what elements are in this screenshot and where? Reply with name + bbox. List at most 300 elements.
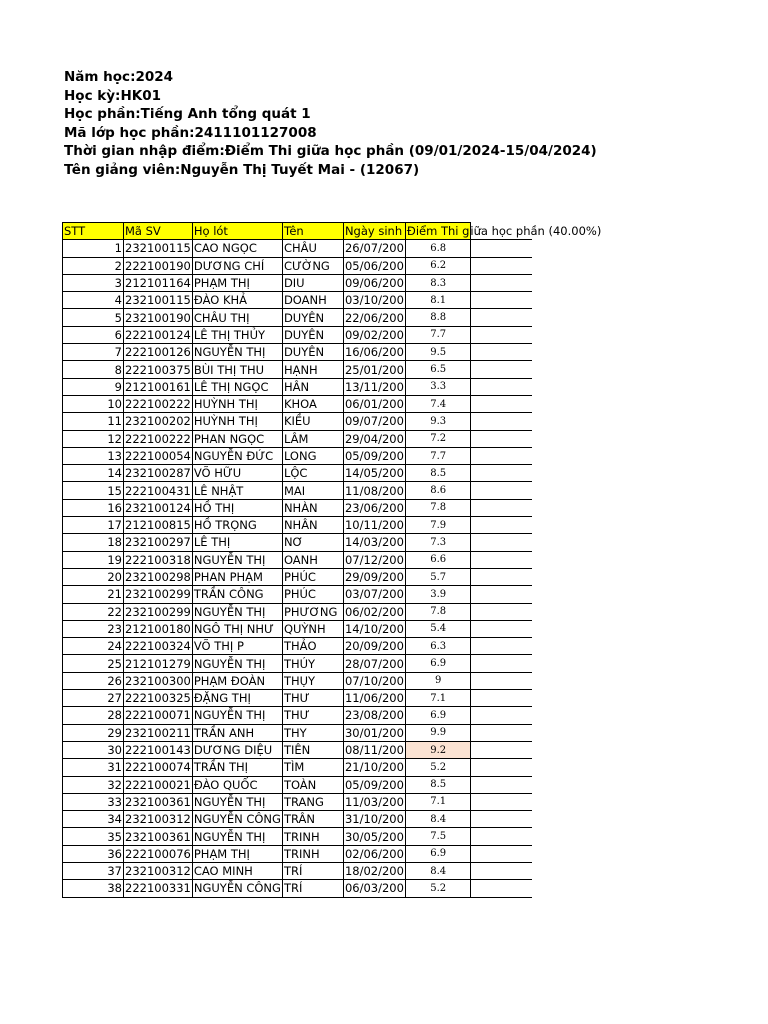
table-row (63, 240, 532, 257)
given-name-cell[interactable]: DUYÊN (282, 344, 343, 361)
student-id-cell[interactable]: 222100375 (125, 362, 191, 377)
empty-cell[interactable] (471, 638, 532, 655)
given-name-cell[interactable]: THƯ (282, 707, 343, 724)
stt-cell[interactable]: 19 (63, 551, 124, 568)
given-name-cell[interactable]: CHÂU (282, 240, 343, 257)
score-cell[interactable]: 8.1 (405, 292, 471, 309)
given-name-cell[interactable]: PHƯƠNG (282, 603, 343, 620)
birthdate-cell[interactable]: 23/08/200 (344, 708, 404, 723)
empty-cell[interactable] (471, 707, 532, 724)
empty-cell[interactable] (471, 430, 532, 447)
given-name-cell[interactable]: THẢO (282, 638, 343, 655)
surname-cell[interactable]: NGUYỄN THỊ (192, 655, 282, 672)
col-header-score[interactable] (405, 223, 471, 240)
stt-cell[interactable]: 29 (63, 724, 124, 741)
table-row (63, 793, 532, 810)
empty-cell[interactable] (471, 274, 532, 291)
surname-cell[interactable]: NGUYỄN THỊ (192, 603, 282, 620)
surname-cell[interactable]: TRẦN THỊ (192, 759, 282, 776)
score-cell[interactable]: 5.2 (405, 759, 471, 776)
score-cell[interactable]: 7.7 (405, 447, 471, 464)
surname-cell[interactable]: CAO NGỌC (192, 240, 282, 257)
score-cell[interactable]: 8.3 (405, 274, 471, 291)
empty-cell[interactable] (471, 568, 532, 585)
empty-cell[interactable] (471, 344, 532, 361)
stt-cell[interactable]: 11 (63, 413, 124, 430)
birthdate-cell[interactable]: 08/11/200 (344, 743, 404, 758)
student-id-cell[interactable]: 232100300 (125, 673, 191, 688)
stt-cell[interactable]: 30 (63, 741, 124, 758)
table-row (63, 326, 532, 343)
surname-cell[interactable]: ĐÀO QUỐC (192, 776, 282, 793)
table-row (63, 880, 532, 897)
empty-cell[interactable] (471, 517, 532, 534)
given-name-cell[interactable]: MAI (282, 482, 343, 499)
empty-cell[interactable] (471, 845, 532, 862)
birthdate-cell[interactable]: 31/10/200 (344, 812, 404, 827)
given-name-cell[interactable]: TRANG (282, 793, 343, 810)
given-name-cell[interactable]: PHÚC (282, 568, 343, 585)
surname-cell[interactable]: VÕ HỮU (192, 465, 282, 482)
student-id-cell[interactable]: 222100325 (125, 691, 191, 706)
surname-cell[interactable]: ĐÀO KHẢ (192, 292, 282, 309)
given-name-cell[interactable]: DIU (282, 274, 343, 291)
table-row (63, 292, 532, 309)
birthdate-cell[interactable]: 06/02/200 (344, 604, 404, 619)
student-id-cell[interactable]: 232100298 (125, 570, 191, 585)
surname-cell[interactable]: NGUYỄN CÔNG (193, 812, 281, 827)
empty-cell[interactable] (471, 690, 532, 707)
given-name-cell[interactable]: OANH (282, 551, 343, 568)
stt-cell[interactable]: 5 (63, 309, 124, 326)
stt-cell[interactable]: 7 (63, 344, 124, 361)
score-cell[interactable]: 6.2 (405, 257, 471, 274)
birthdate-cell[interactable]: 13/11/200 (344, 379, 404, 394)
score-cell[interactable]: 3.9 (405, 586, 471, 603)
birthdate-cell[interactable]: 06/01/200 (344, 397, 404, 412)
empty-cell[interactable] (471, 482, 532, 499)
stt-cell[interactable]: 24 (63, 638, 124, 655)
surname-cell[interactable]: TRẦN ANH (192, 724, 282, 741)
empty-cell[interactable] (471, 395, 532, 412)
score-cell[interactable]: 8.5 (405, 465, 471, 482)
stt-cell[interactable]: 21 (63, 586, 124, 603)
birthdate-cell[interactable]: 26/07/200 (344, 241, 404, 256)
table-row (63, 741, 532, 758)
given-name-cell[interactable]: HÂN (282, 378, 343, 395)
table-row (63, 517, 532, 534)
stt-cell[interactable]: 35 (63, 828, 124, 845)
empty-cell[interactable] (471, 862, 532, 879)
score-cell[interactable]: 8.5 (405, 776, 471, 793)
score-cell[interactable]: 6.9 (405, 845, 471, 862)
table-row (63, 534, 532, 551)
student-id-cell[interactable]: 232100115 (125, 241, 191, 256)
surname-cell[interactable]: LÊ NHẬT (192, 482, 282, 499)
student-id-cell[interactable]: 232100361 (125, 829, 191, 844)
stt-cell[interactable]: 36 (63, 845, 124, 862)
birthdate-cell[interactable]: 18/02/200 (344, 864, 404, 879)
student-id-cell[interactable]: 232100299 (125, 587, 191, 602)
birthdate-cell[interactable]: 28/07/200 (344, 656, 404, 671)
surname-cell[interactable]: CHÂU THỊ (192, 309, 282, 326)
given-name-cell[interactable]: CƯỜNG (282, 257, 343, 274)
student-id-cell[interactable]: 232100211 (125, 725, 191, 740)
student-id-cell[interactable]: 222100143 (125, 743, 191, 758)
birthdate-cell[interactable]: 14/03/200 (344, 535, 404, 550)
empty-cell[interactable] (471, 741, 532, 758)
stt-cell[interactable]: 8 (63, 361, 124, 378)
surname-cell[interactable]: HUỲNH THỊ (192, 395, 282, 412)
table-body (63, 240, 532, 897)
table-row (63, 568, 532, 585)
student-id-cell[interactable]: 232100297 (125, 535, 191, 550)
empty-cell[interactable] (471, 361, 532, 378)
empty-cell[interactable] (471, 326, 532, 343)
stt-cell[interactable]: 27 (63, 690, 124, 707)
table-row (63, 690, 532, 707)
surname-cell[interactable]: NGÔ THỊ NHƯ (192, 620, 282, 637)
surname-cell[interactable]: DƯƠNG CHÍ (192, 257, 282, 274)
birthdate-cell[interactable]: 14/10/200 (344, 621, 404, 636)
col-header-birthdate[interactable]: Ngày sinh (343, 223, 405, 240)
given-name-cell[interactable]: QUỲNH (282, 620, 343, 637)
stt-cell[interactable]: 23 (63, 620, 124, 637)
birthdate-cell[interactable]: 11/08/200 (344, 483, 404, 498)
student-id-cell[interactable]: 232100312 (125, 812, 191, 827)
score-cell[interactable]: 5.4 (405, 620, 471, 637)
student-id-cell[interactable]: 232100361 (125, 794, 191, 809)
score-cell[interactable]: 7.1 (405, 793, 471, 810)
birthdate-cell[interactable]: 09/02/200 (344, 327, 404, 342)
semester: Học kỳ:HK01 (64, 87, 161, 104)
col-header-student-id[interactable]: Mã SV (124, 223, 193, 240)
score-cell[interactable]: 9.9 (405, 724, 471, 741)
stt-cell[interactable]: 33 (63, 793, 124, 810)
surname-cell[interactable]: PHẠM THỊ (192, 274, 282, 291)
surname-cell[interactable]: NGUYỄN THỊ (192, 828, 282, 845)
birthdate-cell[interactable]: 29/09/200 (344, 570, 404, 585)
given-name-cell[interactable]: KIỀU (282, 413, 343, 430)
surname-cell[interactable]: NGUYỄN ĐỨC (192, 447, 282, 464)
score-cell[interactable]: 5.7 (405, 568, 471, 585)
empty-cell[interactable] (471, 603, 532, 620)
surname-cell[interactable]: NGUYỄN CÔNG (193, 881, 281, 896)
stt-cell[interactable]: 25 (63, 655, 124, 672)
student-id-cell[interactable]: 222100054 (125, 449, 191, 463)
student-id-cell[interactable]: 212100161 (125, 379, 191, 394)
empty-cell[interactable] (471, 828, 532, 845)
surname-cell[interactable]: NGUYỄN THỊ (192, 707, 282, 724)
student-id-cell[interactable]: 222100190 (125, 258, 191, 273)
score-cell[interactable]: 7.5 (405, 828, 471, 845)
student-id-cell[interactable]: 222100124 (125, 327, 191, 342)
given-name-cell[interactable]: THỤY (282, 672, 343, 689)
given-name-cell[interactable]: TRINH (282, 828, 343, 845)
stt-cell[interactable]: 15 (63, 482, 124, 499)
empty-cell[interactable] (471, 620, 532, 637)
empty-cell[interactable] (471, 724, 532, 741)
score-cell[interactable]: 7.7 (405, 326, 471, 343)
given-name-cell[interactable]: THÚY (282, 655, 343, 672)
birthdate-cell[interactable]: 03/10/200 (344, 293, 404, 308)
student-id-cell[interactable]: 222100431 (125, 483, 191, 498)
student-id-cell[interactable]: 222100071 (125, 708, 191, 723)
birthdate-cell[interactable]: 06/03/200 (344, 881, 404, 896)
student-id-cell[interactable]: 222100222 (125, 397, 191, 412)
col-header-given-name[interactable]: Tên (282, 223, 343, 240)
birthdate-cell[interactable]: 20/09/200 (344, 639, 404, 654)
empty-cell[interactable] (471, 793, 532, 810)
empty-cell[interactable] (471, 880, 532, 897)
birthdate-cell[interactable]: 11/06/200 (344, 691, 404, 706)
birthdate-cell[interactable]: 30/05/200 (344, 829, 404, 844)
score-cell[interactable]: 6.8 (405, 240, 471, 257)
score-cell[interactable]: 7.4 (405, 395, 471, 412)
table-row (63, 603, 532, 620)
score-cell[interactable]: 6.5 (405, 361, 471, 378)
sheet-header (64, 68, 597, 179)
score-cell[interactable]: 7.3 (405, 534, 471, 551)
stt-cell[interactable]: 10 (63, 395, 124, 412)
surname-cell[interactable]: NGUYỄN THỊ (192, 344, 282, 361)
empty-cell[interactable] (471, 465, 532, 482)
score-cell[interactable]: 7.2 (405, 430, 471, 447)
stt-cell[interactable]: 18 (63, 534, 124, 551)
surname-cell[interactable]: PHAN NGỌC (192, 430, 282, 447)
empty-cell[interactable] (471, 759, 532, 776)
given-name-cell[interactable]: TOÀN (282, 776, 343, 793)
birthdate-cell[interactable]: 10/11/200 (344, 518, 404, 533)
given-name-cell[interactable]: TRÂN (282, 811, 343, 828)
empty-cell[interactable] (471, 655, 532, 672)
surname-cell[interactable]: LÊ THỊ THỦY (192, 326, 282, 343)
score-cell[interactable]: 9.3 (405, 413, 471, 430)
student-id-cell[interactable]: 232100124 (125, 500, 191, 515)
given-name-cell[interactable]: LONG (282, 447, 343, 464)
student-id-cell[interactable]: 222100324 (125, 639, 191, 654)
empty-cell[interactable] (471, 776, 532, 793)
given-name-cell[interactable]: NHÀN (282, 499, 343, 516)
stt-cell[interactable]: 31 (63, 759, 124, 776)
col-header-stt[interactable]: STT (63, 223, 124, 240)
stt-cell[interactable]: 38 (63, 880, 124, 897)
student-id-cell[interactable]: 232100312 (125, 864, 191, 879)
student-id-cell[interactable]: 212101164 (125, 276, 191, 291)
birthdate-cell[interactable]: 07/10/200 (344, 673, 404, 688)
student-id-cell[interactable]: 232100202 (125, 414, 191, 429)
stt-cell[interactable]: 4 (63, 292, 124, 309)
given-name-cell[interactable]: TRÍ (282, 862, 343, 879)
score-cell[interactable]: 8.4 (405, 811, 471, 828)
score-cell[interactable]: 7.8 (405, 499, 471, 516)
table-row (63, 413, 532, 430)
birthdate-cell[interactable]: 25/01/200 (344, 362, 404, 377)
score-cell[interactable]: 9.5 (405, 344, 471, 361)
surname-cell[interactable]: HỒ TRỌNG (192, 517, 282, 534)
score-cell[interactable]: 6.9 (405, 707, 471, 724)
given-name-cell[interactable]: TÌM (282, 759, 343, 776)
stt-cell[interactable]: 28 (63, 707, 124, 724)
score-cell[interactable]: 7.9 (405, 517, 471, 534)
academic-year: Năm học:2024 (64, 69, 174, 85)
stt-cell[interactable]: 16 (63, 499, 124, 516)
birthdate-cell[interactable]: 09/07/200 (344, 414, 404, 429)
score-cell[interactable]: 5.2 (405, 880, 471, 897)
surname-cell[interactable]: HỒ THỊ (192, 499, 282, 516)
score-cell[interactable]: 8.4 (405, 862, 471, 879)
surname-cell[interactable]: DƯƠNG DIỆU (192, 741, 282, 758)
birthdate-cell[interactable]: 05/06/200 (344, 258, 404, 273)
score-cell[interactable]: 6.3 (405, 638, 471, 655)
table-header-row (63, 223, 532, 240)
given-name-cell[interactable]: TRÍ (282, 880, 343, 897)
surname-cell[interactable]: TRẦN CÔNG (192, 586, 282, 603)
birthdate-cell[interactable]: 14/05/200 (344, 466, 404, 481)
empty-cell[interactable] (471, 309, 532, 326)
birthdate-cell[interactable]: 09/06/200 (344, 276, 404, 291)
student-id-cell[interactable]: 212101279 (125, 656, 191, 671)
stt-cell[interactable]: 1 (63, 240, 124, 257)
score-cell[interactable]: 7.8 (405, 603, 471, 620)
student-id-cell[interactable]: 222100074 (125, 760, 191, 775)
stt-cell[interactable]: 13 (63, 447, 124, 464)
empty-cell[interactable] (471, 499, 532, 516)
table-row (63, 344, 532, 361)
table-row (63, 707, 532, 724)
given-name-cell[interactable]: THY (282, 724, 343, 741)
score-cell[interactable]: 9.2 (405, 741, 471, 758)
birthdate-cell[interactable]: 02/06/200 (344, 846, 404, 861)
stt-cell[interactable]: 6 (63, 326, 124, 343)
given-name-cell[interactable]: TIÊN (282, 741, 343, 758)
birthdate-cell[interactable]: 05/09/200 (344, 777, 404, 792)
student-id-cell[interactable]: 232100190 (125, 310, 191, 325)
student-id-cell[interactable]: 232100115 (125, 293, 191, 308)
birthdate-cell[interactable]: 23/06/200 (344, 500, 404, 515)
empty-cell[interactable] (471, 551, 532, 568)
stt-cell[interactable]: 34 (63, 811, 124, 828)
empty-cell[interactable] (471, 240, 532, 257)
table-row (63, 828, 532, 845)
birthdate-cell[interactable]: 03/07/200 (344, 587, 404, 602)
given-name-cell[interactable]: LỘC (282, 465, 343, 482)
stt-cell[interactable]: 17 (63, 517, 124, 534)
empty-cell[interactable] (471, 534, 532, 551)
table-row (63, 620, 532, 637)
empty-cell[interactable] (471, 413, 532, 430)
surname-cell[interactable]: BÙI THỊ THU (192, 361, 282, 378)
score-cell[interactable]: 6.9 (405, 655, 471, 672)
col-header-surname[interactable]: Họ lót (192, 223, 282, 240)
score-cell[interactable]: 7.1 (405, 690, 471, 707)
surname-cell[interactable]: NGUYỄN THỊ (192, 793, 282, 810)
surname-cell[interactable]: LÊ THỊ (192, 534, 282, 551)
surname-cell[interactable]: PHẠM ĐOÀN (192, 672, 282, 689)
given-name-cell[interactable]: PHÚC (282, 586, 343, 603)
empty-cell[interactable] (471, 811, 532, 828)
stt-cell[interactable]: 3 (63, 274, 124, 291)
table-row (63, 430, 532, 447)
stt-cell[interactable]: 26 (63, 672, 124, 689)
given-name-cell[interactable]: HẠNH (282, 361, 343, 378)
empty-cell[interactable] (471, 447, 532, 464)
student-id-cell[interactable]: 222100222 (125, 431, 191, 446)
student-id-cell[interactable]: 222100331 (125, 881, 191, 896)
birthdate-cell[interactable]: 16/06/200 (344, 345, 404, 360)
table-row (63, 274, 532, 291)
stt-cell[interactable]: 14 (63, 465, 124, 482)
score-cell[interactable]: 8.8 (405, 309, 471, 326)
student-id-cell[interactable]: 212100180 (125, 621, 191, 636)
student-id-cell[interactable]: 222100318 (125, 552, 191, 567)
table-row (63, 845, 532, 862)
empty-cell[interactable] (471, 378, 532, 395)
score-cell[interactable]: 3.3 (405, 378, 471, 395)
birthdate-cell[interactable]: 07/12/200 (344, 552, 404, 567)
student-id-cell[interactable]: 222100126 (125, 345, 191, 360)
score-cell[interactable]: 9 (405, 672, 471, 689)
given-name-cell[interactable]: KHOA (282, 395, 343, 412)
empty-cell[interactable] (471, 672, 532, 689)
birthdate-cell[interactable]: 22/06/200 (344, 310, 404, 325)
student-id-cell[interactable]: 212100815 (125, 518, 191, 533)
surname-cell[interactable]: CAO MINH (192, 862, 282, 879)
table-row (63, 447, 532, 464)
stt-cell[interactable]: 20 (63, 568, 124, 585)
surname-cell[interactable]: PHAN PHẠM (192, 568, 282, 585)
birthdate-cell[interactable]: 30/01/200 (344, 725, 404, 740)
birthdate-cell[interactable]: 29/04/200 (344, 431, 404, 446)
given-name-cell[interactable]: NHÂN (282, 517, 343, 534)
given-name-cell[interactable]: THƯ (282, 690, 343, 707)
stt-cell[interactable]: 32 (63, 776, 124, 793)
surname-cell[interactable]: PHẠM THỊ (192, 845, 282, 862)
stt-cell[interactable]: 22 (63, 603, 124, 620)
surname-cell[interactable]: NGUYỄN THỊ (192, 551, 282, 568)
given-name-cell[interactable]: DUYÊN (282, 326, 343, 343)
student-id-cell[interactable]: 232100287 (125, 466, 191, 481)
given-name-cell[interactable]: NƠ (282, 534, 343, 551)
birthdate-cell[interactable]: 21/10/200 (344, 760, 404, 775)
student-id-cell[interactable]: 232100299 (125, 604, 191, 619)
table-row (63, 672, 532, 689)
empty-cell[interactable] (471, 292, 532, 309)
given-name-cell[interactable]: DUYÊN (282, 309, 343, 326)
given-name-cell[interactable]: TRINH (282, 845, 343, 862)
surname-cell[interactable]: HUỲNH THỊ (192, 413, 282, 430)
score-cell[interactable]: 8.6 (405, 482, 471, 499)
given-name-cell[interactable]: DOANH (282, 292, 343, 309)
birthdate-cell[interactable]: 05/09/200 (344, 449, 404, 463)
birthdate-cell[interactable]: 11/03/200 (344, 794, 404, 809)
stt-cell[interactable]: 9 (63, 378, 124, 395)
table-row (63, 655, 532, 672)
student-id-cell[interactable]: 222100021 (125, 777, 191, 792)
course-name: Học phần:Tiếng Anh tổng quát 1 (64, 106, 311, 122)
empty-cell[interactable] (471, 257, 532, 274)
surname-cell[interactable]: ĐẶNG THỊ (192, 690, 282, 707)
given-name-cell[interactable]: LÂM (282, 430, 343, 447)
score-cell[interactable]: 6.6 (405, 551, 471, 568)
stt-cell[interactable]: 12 (63, 430, 124, 447)
student-id-cell[interactable]: 222100076 (125, 846, 191, 861)
surname-cell[interactable]: VÕ THỊ P (192, 638, 282, 655)
empty-cell[interactable] (471, 586, 532, 603)
surname-cell[interactable]: LÊ THỊ NGỌC (192, 378, 282, 395)
stt-cell[interactable]: 37 (63, 862, 124, 879)
stt-cell[interactable]: 2 (63, 257, 124, 274)
